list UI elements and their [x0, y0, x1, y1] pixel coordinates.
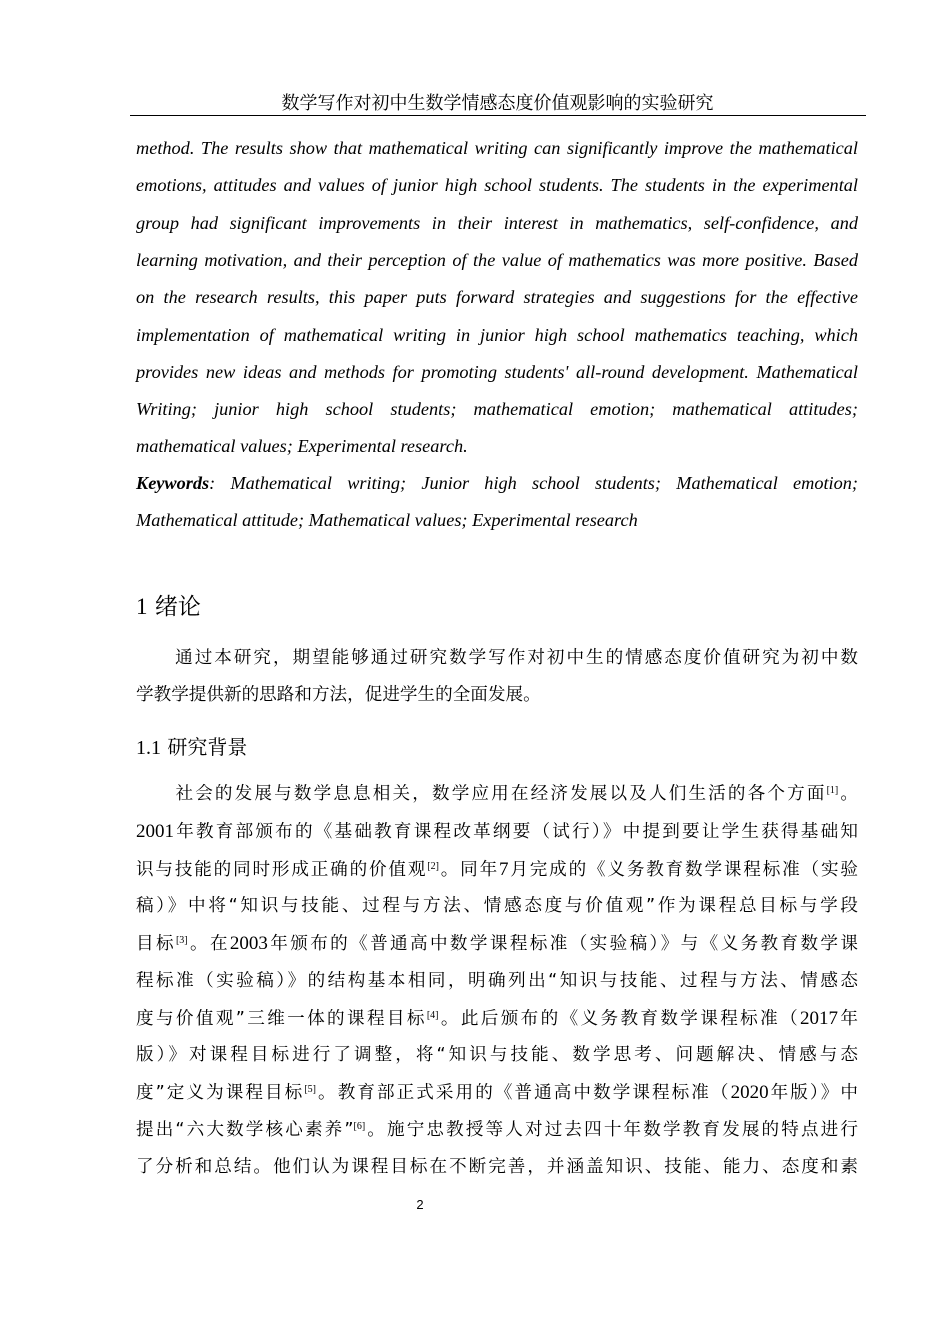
text-run: 通过本研究，期望能够通过研究数学写作对初中生的情感态度价值研究为初中数 [136, 648, 858, 668]
paragraph-line [136, 813, 858, 850]
paragraph-line [136, 776, 858, 813]
paragraph-line [136, 925, 858, 962]
text-run: 版）》对课程目标进行了调整，将“知识与技能、数学思考、问题解决、情感与态 [136, 1045, 858, 1066]
citation-ref: [4] [426, 1009, 439, 1021]
text-run: 了分析和总结。他们认为课程目标在不断完善，并涵盖知识、技能、能力、态度和素 [136, 1157, 858, 1177]
section-title: 绪论 [154, 594, 201, 620]
section-heading-1 [136, 588, 201, 621]
abstract-line: learning motivation, and their perception of the value of mathematics was more positive. Based [136, 249, 858, 270]
number-text: 2017 [800, 1007, 839, 1029]
text-run: 年版）》中 [768, 1083, 858, 1104]
running-header: 数学写作对初中生数学情感态度价值观影响的实验研究 [281, 93, 714, 113]
paragraph-line [136, 1000, 858, 1037]
section-title: 研究背景 [167, 735, 248, 759]
number-text: 7 [499, 858, 509, 880]
text-run: 稿）》中将“知识与技能、过程与方法、情感态度与价值观”作为课程总目标与学段 [136, 895, 858, 916]
number-text: 2003 [229, 933, 268, 955]
citation-ref: [6] [353, 1120, 366, 1132]
abstract-line: mathematical values; Experimental research. [136, 436, 468, 457]
header-rule [130, 115, 866, 116]
number-text: 2001 [136, 821, 174, 843]
paragraph-line [136, 1037, 858, 1074]
text-run: 年 [838, 1008, 858, 1029]
text-run: 。教育部正式采用的《普通高中数学课程标准（ [316, 1083, 731, 1104]
text-run: 年颁布的《普通高中数学课程标准（实验稿）》与《义务教育数学课 [267, 934, 858, 955]
paragraph-line [136, 1149, 858, 1186]
citation-ref: [3] [175, 935, 188, 947]
number-text: 2020 [730, 1082, 769, 1104]
paragraph-line [136, 1112, 858, 1149]
abstract-line: implementation of mathematical writing in junior high school mathematics teaching, which [136, 324, 858, 345]
text-run: 年教育部颁布的《基础教育课程改革纲要（试行）》中提到要让学生获得基础知 [174, 822, 858, 843]
paragraph-line [136, 640, 858, 677]
paragraph-line [136, 677, 858, 714]
keywords-text: : Mathematical writing; Junior high school students; Mathematical emotion; [209, 473, 858, 493]
abstract-line: Writing; junior high school students; mathematical emotion; mathematical attitudes; [136, 399, 858, 420]
text-run: 。施宁忠教授等人对过去四十年数学教育发展的特点进行 [365, 1119, 858, 1140]
text-run: 目标 [136, 934, 176, 955]
text-run: 。同年 [438, 859, 499, 880]
text-run: 月完成的《义务教育数学课程标准（实验 [508, 859, 858, 880]
text-run: 学教学提供新的思路和方法，促进学生的全面发展。 [136, 685, 541, 706]
abstract-line: method. The results show that mathematical writing can significantly improve the mathematical [136, 138, 858, 158]
paragraph-line [136, 851, 858, 888]
text-run: 。 [838, 784, 858, 804]
text-run: 。此后颁布的《义务教育数学课程标准（ [438, 1008, 801, 1029]
citation-ref: [2] [427, 860, 439, 872]
section-heading-1-1 [136, 731, 247, 760]
keywords-line [136, 465, 858, 502]
text-run: 。在 [187, 934, 230, 955]
paragraph-line [136, 888, 858, 925]
text-run: 提出“六大数学核心素养” [136, 1119, 354, 1140]
text-run: 程标准（实验稿）》的结构基本相同，明确列出“知识与技能、过程与方法、情感态 [136, 970, 858, 991]
keywords-label: Keywords [136, 473, 210, 493]
citation-ref: [5] [304, 1084, 316, 1096]
citation-ref: [1] [826, 785, 839, 796]
paragraph-line [136, 963, 858, 1000]
keywords-line: Mathematical attitude; Mathematical values; Experimental research [136, 510, 638, 530]
abstract-line: provides new ideas and methods for promoting students' all-round development. Mathematical [136, 361, 858, 382]
abstract-line: emotions, attitudes and values of junior high school students. The students in the experimental [136, 175, 858, 196]
section-number: 1 [136, 594, 148, 619]
text-run: 社会的发展与数学息息相关，数学应用在经济发展以及人们生活的各个方面 [136, 784, 827, 804]
text-run: 度与价值观”三维一体的课程目标 [136, 1008, 427, 1029]
paragraph-line [136, 1074, 858, 1111]
text-run: 识与技能的同时形成正确的价值观 [136, 859, 428, 880]
text-run: 度”定义为课程目标 [136, 1083, 305, 1104]
abstract-line: on the research results, this paper puts forward strategies and suggestions for the effective [136, 287, 858, 308]
abstract-line: group had significant improvements in their interest in mathematics, self-confidence, and [136, 212, 858, 233]
page-number: 2 [416, 1197, 424, 1212]
section-number: 1.1 [136, 737, 161, 759]
